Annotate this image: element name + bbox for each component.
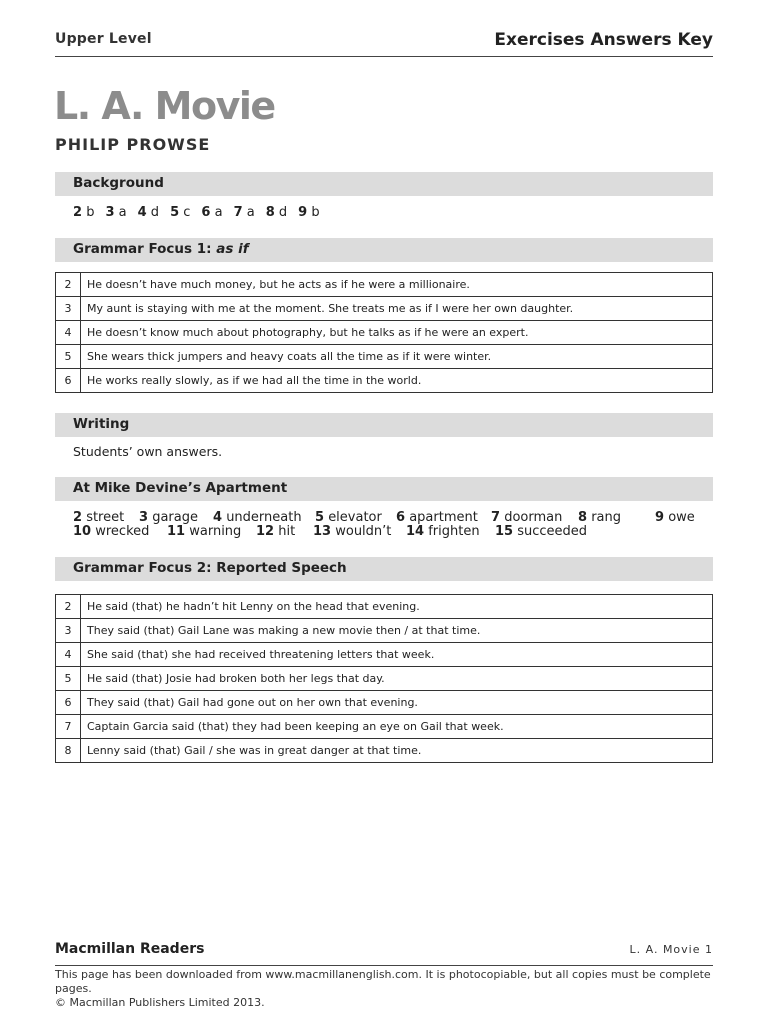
answer-number: 2 xyxy=(73,205,83,220)
row-number: 6 xyxy=(56,369,81,393)
section-title-italic: as if xyxy=(216,241,249,257)
row-number: 2 xyxy=(56,273,81,297)
table-row xyxy=(56,739,713,763)
vocabulary-word: elevator xyxy=(328,510,382,525)
vocabulary-item xyxy=(491,510,562,525)
row-sentence: He doesn’t have much money, but he acts as if he were a millionaire. xyxy=(81,273,713,297)
row-sentence: She wears thick jumpers and heavy coats all the time as if it were winter. xyxy=(81,345,713,369)
section-heading-apartment xyxy=(55,477,713,501)
writing-answer: Students’ own answers. xyxy=(73,444,223,459)
answer-letter: b xyxy=(311,205,320,220)
row-sentence: She said (that) she had received threatening letters that week. xyxy=(81,643,713,667)
answer-item xyxy=(298,205,319,220)
vocabulary-number: 12 xyxy=(256,524,275,539)
answer-letter: b xyxy=(86,205,95,220)
vocabulary-number: 5 xyxy=(315,510,325,525)
answer-number: 9 xyxy=(298,205,308,220)
vocabulary-number: 9 xyxy=(655,510,665,525)
vocabulary-number: 8 xyxy=(578,510,588,525)
vocabulary-number: 4 xyxy=(213,510,223,525)
vocabulary-number: 3 xyxy=(139,510,149,525)
vocabulary-item xyxy=(256,524,295,539)
row-number: 5 xyxy=(56,345,81,369)
section-heading-writing xyxy=(55,413,713,437)
notice-line: This page has been downloaded from www.macmillanenglish.com. It is photocopiable, but all copies must be complete pages. xyxy=(55,968,711,995)
grammar-focus-2-table xyxy=(55,594,713,763)
vocabulary-number: 10 xyxy=(73,524,92,539)
section-title: Grammar Focus 2: Reported Speech xyxy=(73,560,347,576)
answer-letter: a xyxy=(246,205,255,220)
vocabulary-item xyxy=(578,510,621,525)
row-number: 7 xyxy=(56,715,81,739)
copyright-notice xyxy=(55,968,725,1010)
book-title: L. A. Movie xyxy=(54,84,275,128)
vocabulary-item xyxy=(167,524,241,539)
table-row xyxy=(56,643,713,667)
row-sentence: My aunt is staying with me at the moment. She treats me as if I were her own daughter. xyxy=(81,297,713,321)
section-heading-background xyxy=(55,172,713,196)
vocabulary-word: doorman xyxy=(504,510,563,525)
vocabulary-word: warning xyxy=(189,524,242,539)
answer-letter: c xyxy=(183,205,191,220)
vocabulary-word: garage xyxy=(152,510,198,525)
level-label: Upper Level xyxy=(55,31,152,47)
vocabulary-item xyxy=(396,510,478,525)
answer-item xyxy=(170,205,190,220)
vocabulary-number: 7 xyxy=(491,510,501,525)
row-number: 2 xyxy=(56,595,81,619)
vocabulary-item xyxy=(73,510,124,525)
vocabulary-word: wrecked xyxy=(95,524,150,539)
vocabulary-number: 14 xyxy=(406,524,425,539)
answer-letter: d xyxy=(278,205,288,220)
answer-item xyxy=(105,205,126,220)
footer-divider xyxy=(55,965,713,966)
vocabulary-item xyxy=(495,524,587,539)
background-answers xyxy=(73,205,331,220)
vocabulary-item xyxy=(213,510,302,525)
answer-number: 6 xyxy=(201,205,211,220)
table-row xyxy=(56,321,713,345)
answer-item xyxy=(73,205,94,220)
vocabulary-number: 2 xyxy=(73,510,83,525)
vocabulary-word: wouldn’t xyxy=(335,524,392,539)
vocabulary-item xyxy=(73,524,149,539)
grammar-focus-1-table xyxy=(55,272,713,393)
vocabulary-word: apartment xyxy=(409,510,478,525)
row-sentence: He said (that) Josie had broken both her legs that day. xyxy=(81,667,713,691)
answer-item xyxy=(234,205,255,220)
section-title: Background xyxy=(73,175,164,191)
vocabulary-item xyxy=(315,510,382,525)
answer-item xyxy=(138,205,159,220)
notice-line: © Macmillan Publishers Limited 2013. xyxy=(55,996,265,1009)
document-title: Exercises Answers Key xyxy=(494,30,713,50)
table-row xyxy=(56,619,713,643)
answer-number: 7 xyxy=(233,205,243,220)
answer-letter: a xyxy=(214,205,223,220)
answer-item xyxy=(266,205,287,220)
vocabulary-item xyxy=(139,510,198,525)
section-heading-grammar-focus-2 xyxy=(55,557,713,581)
answer-item xyxy=(201,205,222,220)
row-sentence: They said (that) Gail had gone out on her own that evening. xyxy=(81,691,713,715)
table-row xyxy=(56,369,713,393)
vocabulary-word: street xyxy=(86,510,125,525)
publisher-name: Macmillan Readers xyxy=(55,941,205,957)
vocabulary-number: 6 xyxy=(396,510,406,525)
table-row xyxy=(56,345,713,369)
vocabulary-word: succeeded xyxy=(517,524,588,539)
vocabulary-item xyxy=(313,524,391,539)
page-label: L. A. Movie 1 xyxy=(629,943,713,956)
vocabulary-word: owe xyxy=(668,510,695,525)
answer-letter: a xyxy=(118,205,127,220)
vocabulary-number: 13 xyxy=(313,524,332,539)
table-row xyxy=(56,595,713,619)
answer-number: 8 xyxy=(265,205,275,220)
row-number: 5 xyxy=(56,667,81,691)
vocabulary-word: hit xyxy=(278,524,296,539)
vocabulary-word: frighten xyxy=(428,524,480,539)
vocabulary-word: underneath xyxy=(226,510,302,525)
table-row xyxy=(56,273,713,297)
section-title: Writing xyxy=(73,416,130,432)
row-sentence: He works really slowly, as if we had all the time in the world. xyxy=(81,369,713,393)
row-sentence: He doesn’t know much about photography, but he talks as if he were an expert. xyxy=(81,321,713,345)
row-sentence: They said (that) Gail Lane was making a new movie then / at that time. xyxy=(81,619,713,643)
row-sentence: He said (that) he hadn’t hit Lenny on the head that evening. xyxy=(81,595,713,619)
vocabulary-number: 15 xyxy=(495,524,514,539)
header-divider xyxy=(55,56,713,57)
vocabulary-item xyxy=(655,510,695,525)
table-row xyxy=(56,297,713,321)
row-number: 3 xyxy=(56,619,81,643)
answer-number: 3 xyxy=(105,205,115,220)
row-number: 6 xyxy=(56,691,81,715)
answer-letter: d xyxy=(150,205,160,220)
vocabulary-item xyxy=(406,524,480,539)
row-sentence: Lenny said (that) Gail / she was in great danger at that time. xyxy=(81,739,713,763)
row-sentence: Captain Garcia said (that) they had been keeping an eye on Gail that week. xyxy=(81,715,713,739)
table-row xyxy=(56,691,713,715)
answer-number: 5 xyxy=(170,205,180,220)
book-author: PHILIP PROWSE xyxy=(55,135,211,154)
row-number: 4 xyxy=(56,643,81,667)
section-title: At Mike Devine’s Apartment xyxy=(73,480,288,496)
vocabulary-number: 11 xyxy=(167,524,186,539)
table-row xyxy=(56,715,713,739)
section-heading-grammar-focus-1 xyxy=(55,238,713,262)
row-number: 4 xyxy=(56,321,81,345)
table-row xyxy=(56,667,713,691)
row-number: 8 xyxy=(56,739,81,763)
section-title: Grammar Focus 1: xyxy=(73,241,217,257)
row-number: 3 xyxy=(56,297,81,321)
vocabulary-word: rang xyxy=(591,510,621,525)
answer-number: 4 xyxy=(137,205,147,220)
